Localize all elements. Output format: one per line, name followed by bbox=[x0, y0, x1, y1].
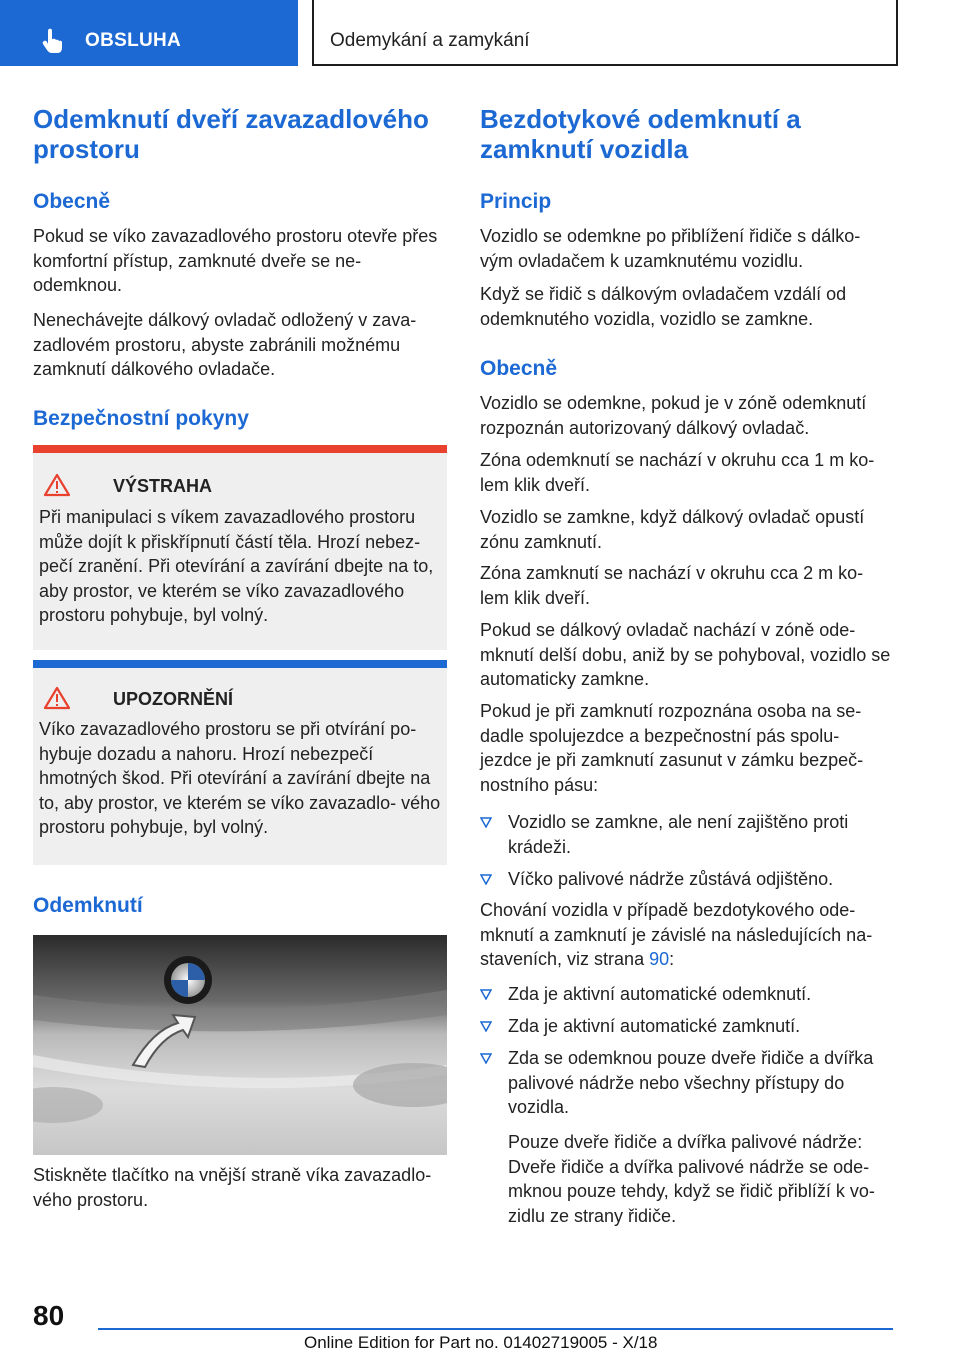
notice-triangle-icon bbox=[43, 686, 71, 710]
principle-heading: Princip bbox=[480, 190, 552, 213]
left-general-paragraph-2: Nenechávejte dálkový ovladač odložený v zava‐ zadlovém prostoru, abyste zabránili možnému zamknutí dálkového ovladače. bbox=[33, 310, 417, 379]
bullet-triangle-icon bbox=[480, 1052, 492, 1064]
notice-text: Víko zavazadlového prostoru se při otvírání po‐ hybuje dozadu a nahoru. Hrozí nebezpečí hmotných škod. Při otevírání a zavírání dbejte na to, aby prostor, ve kterém se víko zavazadlo‐ vého prostoru pohybuje, byl volný. bbox=[39, 719, 441, 837]
bullet-triangle-icon bbox=[480, 988, 492, 1000]
unlock-heading: Odemknutí bbox=[33, 894, 143, 917]
footer-edition: Online Edition for Part no. 01402719005 - X/18 bbox=[304, 1333, 658, 1352]
warning-box bbox=[33, 445, 447, 650]
bullet-triangle-icon bbox=[480, 816, 492, 828]
warning-title: VÝSTRAHA bbox=[113, 476, 213, 496]
warning-bar bbox=[33, 445, 447, 453]
right-heading: Bezdotykové odemknutí a zamknutí vozidla bbox=[480, 104, 801, 164]
sub-paragraph: Pouze dveře řidiče a dvířka palivové nádrže: Dveře řidiče a dvířka palivové nádrže se ode‐ mknou pouze tehdy, když se řidič přiblíží k vo‐ zidlu ze strany řidiče. bbox=[508, 1132, 875, 1226]
photo-caption: Stiskněte tlačítko na vnější straně víka zavazadlo‐ vého prostoru. bbox=[33, 1165, 432, 1210]
left-general-heading: Obecně bbox=[33, 190, 111, 213]
right-paragraph-4: Zóna zamknutí se nachází v okruhu cca 2 m ko‐ lem klik dveří. bbox=[480, 563, 864, 608]
list-item-text: Víčko palivové nádrže zůstává odjištěno. bbox=[508, 869, 834, 889]
trunk-illustration bbox=[33, 935, 447, 1155]
tab-label: OBSLUHA bbox=[85, 30, 182, 51]
page-number: 80 bbox=[33, 1300, 65, 1331]
right-paragraph-3: Vozidlo se zamkne, když dálkový ovladač opustí zónu zamknutí. bbox=[480, 507, 865, 552]
notice-title: UPOZORNĚNÍ bbox=[113, 689, 234, 709]
principle-paragraph-1: Vozidlo se odemkne po přiblížení řidiče s dálko‐ vým ovladačem k uzamknutému vozidlu. bbox=[480, 226, 861, 271]
notice-bar bbox=[33, 660, 447, 668]
footer-divider bbox=[98, 1328, 893, 1330]
page-link-90[interactable]: 90 bbox=[649, 949, 670, 969]
bullet-triangle-icon bbox=[480, 873, 492, 885]
left-general-paragraph-1: Pokud se víko zavazadlového prostoru otevře přes komfortní přístup, zamknuté dveře se ne‐ odemknou. bbox=[33, 226, 438, 295]
right-paragraph-2: Zóna odemknutí se nachází v okruhu cca 1 m ko‐ lem klik dveří. bbox=[480, 450, 875, 495]
list-item-text: Zda je aktivní automatické odemknutí. bbox=[508, 984, 812, 1004]
warning-text: Při manipulaci s víkem zavazadlového prostoru může dojít k přiskřípnutí částí těla. Hrozí nebez‐ pečí zranění. Při otevírání a zavírání dbejte na to, aby prostor, ve kterém se víko zavazadlového prostoru pohybuje, byl volný. bbox=[39, 507, 434, 625]
notice-box bbox=[33, 660, 447, 865]
right-general-heading: Obecně bbox=[480, 357, 558, 380]
paragraph-7-end: : bbox=[669, 949, 675, 969]
warning-triangle-icon bbox=[43, 473, 71, 497]
right-paragraph-7 bbox=[480, 898, 895, 972]
left-heading: Odemknutí dveří zavazadlového prostoru bbox=[33, 104, 429, 164]
section-title: Odemykání a zamykání bbox=[330, 30, 530, 51]
list-item-text: Vozidlo se zamkne, ale není zajištěno proti krádeži. bbox=[508, 812, 849, 857]
list-item-text: Zda se odemknou pouze dveře řidiče a dvířka palivové nádrže nebo všechny přístupy do vozidla. bbox=[508, 1048, 874, 1117]
trunk-button-photo bbox=[33, 935, 447, 1155]
safety-heading: Bezpečnostní pokyny bbox=[33, 407, 249, 430]
principle-paragraph-2: Když se řidič s dálkovým ovladačem vzdálí od odemknutého vozidla, vozidlo se zamkne. bbox=[480, 284, 847, 329]
right-paragraph-1: Vozidlo se odemkne, pokud je v zóně odemknutí rozpoznán autorizovaný dálkový ovladač. bbox=[480, 393, 867, 438]
list-item-text: Zda je aktivní automatické zamknutí. bbox=[508, 1016, 801, 1036]
hand-pointer-icon bbox=[40, 27, 66, 53]
section-tab bbox=[0, 0, 298, 66]
section-header bbox=[312, 0, 898, 66]
bullet-triangle-icon bbox=[480, 1020, 492, 1032]
paragraph-7-text: Chování vozidla v případě bezdotykového ode‐ mknutí a zamknutí je závislé na následujících na‐ staveních, viz strana bbox=[480, 900, 873, 969]
right-paragraph-6: Pokud je při zamknutí rozpoznána osoba na se‐ dadle spolujezdce a bezpečnostní pás spolu‐ jezdce je při zamknutí zasunut v zámku bezpeč‐ nostního pásu: bbox=[480, 701, 864, 795]
right-paragraph-5: Pokud se dálkový ovladač nachází v zóně ode‐ mknutí delší dobu, aniž by se pohyboval, vozidlo se automaticky zamkne. bbox=[480, 620, 891, 689]
